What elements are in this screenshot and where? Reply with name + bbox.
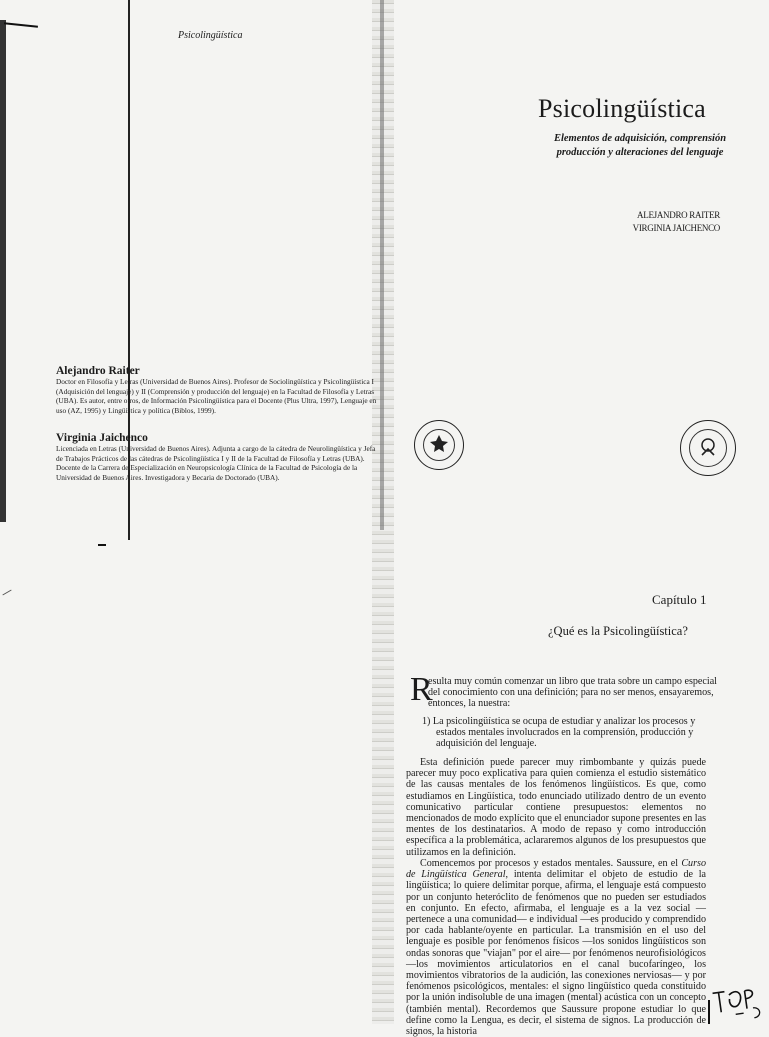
definition-line: estados mentales involucrados en la comprensión, producción y	[436, 727, 694, 739]
text-line: del conocimiento con una definición; para no ser menos, ensayaremos,	[428, 687, 714, 699]
chapter-title: ¿Qué es la Psicolingüística?	[548, 624, 688, 638]
intro-paragraph	[428, 676, 728, 710]
text-run: Comencemos por procesos y estados mentales. Saussure, en el	[420, 858, 682, 869]
left-edge-shadow	[0, 20, 6, 522]
cover-authors	[610, 209, 720, 235]
publisher-seal-logo	[414, 420, 464, 470]
text-run: , intenta delimitar el objeto de estudio de la lingüística; lo quiere delimitar porque, afirma, el lenguaje está compuesto por un conjunto heteróclito de fenómenos que no pueden ser estudiados en conjunto. En efecto, afirmaba, el lenguaje es a la vez social —pertenece a una comunidad— e individual —es producido y comprendido por cada hablante/oyente en particular. La transmisión en el uso del lenguaje es posible por fenómenos físicos —los sonidos lingüísticos son ondas sonoras que "viajan" por el aire— por fenómenos neurofisiológicos —los movimientos articulatorios en el canal bucofaríngeo, los movimientos vibratorios de la audición, las conexiones nerviosas— y por fenómenos psicológicos, mentales: el signo lingüístico queda constituido por la unión indisoluble de una imagen (mental) acústica con un concepto (también mental). Recordemos que Saussure propone estudiar lo que define como la Lengua, es decir, el sistema de signos. La producción de signos, la historia	[406, 869, 707, 1037]
drop-cap: R	[410, 671, 433, 708]
author-name: ALEJANDRO RAITER	[637, 210, 720, 220]
bio-name: Virginia Jaichenco	[56, 432, 148, 444]
crop-mark	[2, 590, 11, 596]
running-head: Psicolingüística	[178, 30, 243, 41]
crop-mark	[98, 544, 106, 546]
bio-text: Doctor en Filosofía y Letras (Universidad de Buenos Aires). Profesor de Sociolingüística y Psicolingüística I (Adquisición del lenguaje) y II (Comprensión y producción del lenguaje) en la Facultad de Filosofía y Letras (UBA). Es autor, entre otros, de Información Psicolingüística para el Docente (Plus Ultra, 1997), Lenguaje en uso (AZ, 1995) y Lingüística y política (Biblos, 1999).	[56, 377, 377, 415]
paragraph-saussure	[406, 858, 707, 1037]
definition-line: adquisición del lenguaje.	[436, 738, 537, 750]
text-line: esulta muy común comenzar un libro que trata sobre un campo especial	[428, 676, 717, 687]
bio-text: Licenciada en Letras (Universidad de Buenos Aires). Adjunta a cargo de la cátedra de Neurolingüística y Jefa de Trabajos Prácticos de las cátedras de Psicolingüística I y II de la Facultad de Filosofía y Letras (UBA). Docente de la Carrera de Especialización en Neuropsicología Clínica de la Facultad de Psicología de la Universidad de Buenos Aires. Investigadora y Becaria de Doctorado (UBA).	[56, 444, 376, 482]
cover-subtitle	[540, 132, 740, 160]
handwritten-stamp	[705, 976, 769, 1028]
crop-mark	[4, 22, 38, 27]
book-title: Curso de Lingüística General	[406, 858, 706, 881]
paragraph-presupuestos: Esta definición puede parecer muy rimbombante y quizás puede parecer muy poco explicativa para quien comienza el estudio sistemático de las causas mentales de los fenómenos lingüísticos. Es que, como estudiamos en Lingüística, todo enunciado utilizado dentro de un evento comunicativo particular contiene presupuestos: elementos no mencionados de modo explícito que el enunciador supone presentes en las mentes de los destinatarios. A modo de repaso y como introducción específica a la problemática, aclararemos algunos de los presupuestos que utilizamos en la definición.	[406, 757, 706, 858]
text-line: entonces, la nuestra:	[428, 698, 511, 710]
definition-block	[420, 716, 716, 750]
author-bio-raiter	[56, 365, 382, 415]
definition-line: 1) La psicolingüística se ocupa de estudiar y analizar los procesos y	[422, 716, 696, 727]
author-name: VIRGINIA JAICHENCO	[632, 223, 720, 233]
cover-title: Psicolingüística	[538, 94, 706, 123]
chapter-label: Capítulo 1	[652, 592, 707, 607]
foundation-seal-logo	[680, 420, 736, 476]
cover-subtitle-line: producción y alteraciones del lenguaje	[556, 147, 724, 158]
author-bio-jaichenco	[56, 432, 382, 482]
bio-name: Alejandro Raiter	[56, 365, 140, 377]
cover-subtitle-line: Elementos de adquisición, comprensión	[553, 133, 727, 144]
